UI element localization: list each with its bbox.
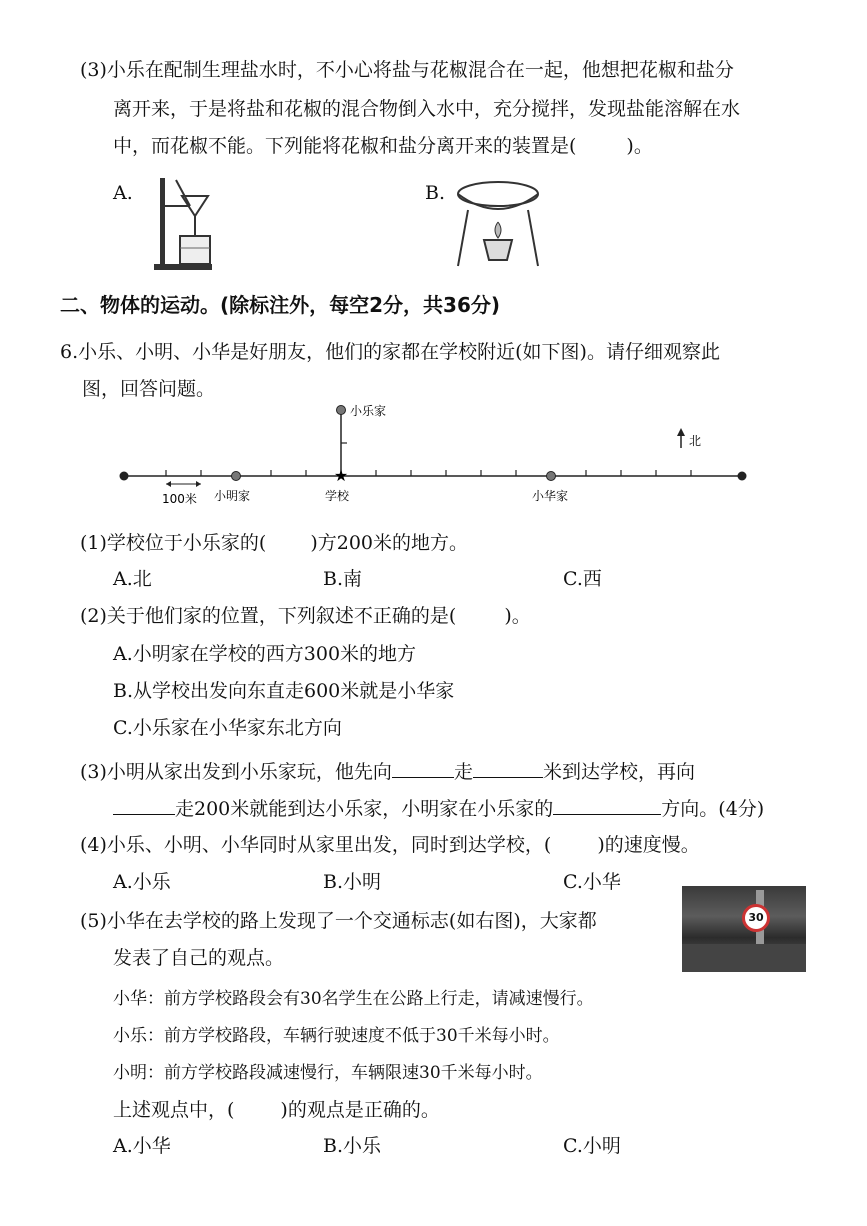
q6-1-option-c[interactable]: C.西 — [563, 568, 602, 590]
xiaoming-home-label: 小明家 — [214, 489, 251, 503]
q6-4-option-c[interactable]: C.小华 — [563, 871, 621, 893]
filtration-apparatus-image — [150, 176, 220, 274]
evaporation-apparatus-image — [452, 180, 542, 270]
traffic-sign-photo — [682, 886, 806, 972]
q6-4-stem: (4)小乐、小明、小华同时从家里出发，同时到达学校，( )的速度慢。 — [80, 834, 700, 856]
xiaoming-home-marker — [232, 472, 241, 481]
speed-limit-sign: 30 — [742, 904, 770, 932]
q6-2-option-a[interactable]: A.小明家在学校的西方300米的地方 — [113, 643, 417, 665]
q6-5-line1: (5)小华在去学校的路上发现了一个交通标志(如右图)，大家都 — [80, 910, 597, 932]
scale-ticks — [166, 470, 691, 476]
scale-arrow — [166, 481, 201, 487]
blank-distance[interactable] — [473, 757, 543, 778]
q6-5-ask: 上述观点中，( )的观点是正确的。 — [113, 1099, 440, 1121]
view-xiaohua: 小华：前方学校路段会有30名学生在公路上行走，请减速慢行。 — [113, 989, 594, 1009]
q6-5-option-a[interactable]: A.小华 — [113, 1135, 171, 1157]
q6-3-line1: (3)小明从家出发到小乐家玩，他先向 走 米到达学校，再向 — [80, 757, 695, 785]
q6-5-line2: 发表了自己的观点。 — [113, 947, 285, 969]
school-label: 学校 — [325, 489, 350, 503]
view-xiaole: 小乐：前方学校路段，车辆行驶速度不低于30千米每小时。 — [113, 1026, 560, 1046]
xiaohua-home-marker — [547, 472, 556, 481]
q6-2-option-c[interactable]: C.小乐家在小华家东北方向 — [113, 717, 342, 739]
blank-direction-3[interactable] — [553, 794, 661, 815]
location-map — [110, 400, 760, 515]
line-end-right — [738, 472, 747, 481]
q6-2-option-b[interactable]: B.从学校出发向东直走600米就是小华家 — [113, 680, 455, 702]
xiaole-home-label: 小乐家 — [350, 404, 387, 418]
q3-line2: 离开来，于是将盐和花椒的混合物倒入水中，充分搅拌，发现盐能溶解在水 — [113, 98, 741, 120]
scale-label: 100米 — [162, 492, 197, 506]
xiaohua-home-label: 小华家 — [532, 489, 569, 503]
q6-5-option-c[interactable]: C.小明 — [563, 1135, 621, 1157]
q6-4-option-a[interactable]: A.小乐 — [113, 871, 171, 893]
section-title: 二、物体的运动。(除标注外，每空2分，共36分) — [60, 293, 501, 317]
blank-direction-1[interactable] — [392, 757, 454, 778]
north-label: 北 — [689, 434, 702, 448]
q6-1-stem: (1)学校位于小乐家的( )方200米的地方。 — [80, 532, 469, 554]
q3-option-b[interactable]: B. — [425, 182, 446, 204]
north-arrow-icon — [677, 428, 685, 448]
question-number: (3) — [80, 59, 107, 81]
q6-line1: 6.小乐、小明、小华是好朋友，他们的家都在学校附近(如下图)。请仔细观察此 — [60, 341, 720, 363]
q6-3-line2: 走200米就能到达小乐家，小明家在小乐家的 方向。(4分) — [113, 794, 764, 822]
view-xiaoming: 小明：前方学校路段减速慢行，车辆限速30千米每小时。 — [113, 1063, 543, 1083]
blank-direction-2[interactable] — [113, 794, 175, 815]
line-end-left — [120, 472, 129, 481]
q6-5-option-b[interactable]: B.小乐 — [323, 1135, 382, 1157]
q3-line1: (3)小乐在配制生理盐水时，不小心将盐与花椒混合在一起，他想把花椒和盐分 — [80, 59, 734, 81]
q6-line2: 图，回答问题。 — [82, 378, 216, 400]
q6-1-option-b[interactable]: B.南 — [323, 568, 363, 590]
xiaole-home-marker — [337, 406, 346, 415]
q3-option-a[interactable]: A. — [113, 182, 133, 204]
q6-2-stem: (2)关于他们家的位置，下列叙述不正确的是( )。 — [80, 605, 531, 627]
q3-line3: 中，而花椒不能。下列能将花椒和盐分离开来的装置是( )。 — [113, 135, 653, 157]
q6-4-option-b[interactable]: B.小明 — [323, 871, 382, 893]
q6-1-option-a[interactable]: A.北 — [113, 568, 152, 590]
school-star-icon: ★ — [333, 466, 349, 485]
